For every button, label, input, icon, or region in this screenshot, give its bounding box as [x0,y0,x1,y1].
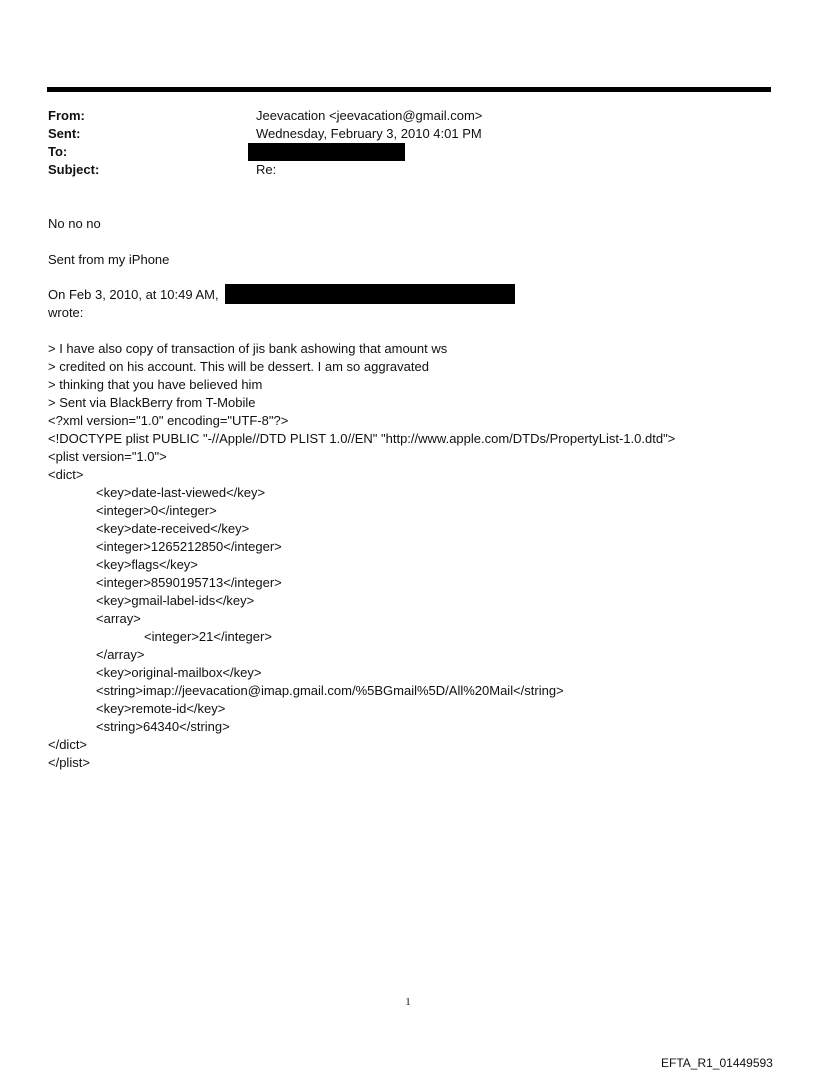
xml-line: <key>date-last-viewed</key> [96,485,266,500]
xml-line: <string>imap://jeevacation@imap.gmail.com/%5BGmail%5D/All%20Mail</string> [96,683,564,698]
quoted-line: > Sent via BlackBerry from T-Mobile [48,395,256,410]
xml-line: <dict> [48,467,84,482]
subject-label: Subject: [48,162,100,177]
sent-label: Sent: [48,126,81,141]
from-value: Jeevacation <jeevacation@gmail.com> [256,108,483,123]
xml-line: <key>gmail-label-ids</key> [96,593,255,608]
xml-line: <array> [96,611,141,626]
xml-line: <key>remote-id</key> [96,701,226,716]
header-rule [47,87,771,92]
xml-line: <integer>21</integer> [144,629,272,644]
body-line: wrote: [48,305,84,320]
xml-line: <integer>1265212850</integer> [96,539,282,554]
bates-number: EFTA_R1_01449593 [661,1056,773,1070]
xml-line: </plist> [48,755,90,770]
xml-line: <key>original-mailbox</key> [96,665,262,680]
subject-value: Re: [256,162,277,177]
quoted-line: > I have also copy of transaction of jis bank ashowing that amount ws [48,341,448,356]
xml-line: <?xml version="1.0" encoding="UTF-8"?> [48,413,289,428]
to-label: To: [48,144,68,159]
body-line: Sent from my iPhone [48,252,170,267]
quoted-line: > credited on his account. This will be dessert. I am so aggravated [48,359,429,374]
xml-line: </array> [96,647,145,662]
sent-value: Wednesday, February 3, 2010 4:01 PM [256,126,482,141]
xml-line: <key>date-received</key> [96,521,250,536]
xml-line: <integer>0</integer> [96,503,217,518]
xml-line: </dict> [48,737,88,752]
to-redaction [248,143,405,161]
quoted-line: > thinking that you have believed him [48,377,263,392]
xml-line: <string>64340</string> [96,719,230,734]
sender-redaction [225,284,515,304]
xml-line: <plist version="1.0"> [48,449,167,464]
xml-line: <integer>8590195713</integer> [96,575,282,590]
body-line: No no no [48,216,101,231]
page-number: 1 [405,996,411,1008]
xml-line: <!DOCTYPE plist PUBLIC "-//Apple//DTD PLIST 1.0//EN" "http://www.apple.com/DTDs/PropertyList-1.0.dtd"> [48,431,676,446]
body-line: On Feb 3, 2010, at 10:49 AM, [48,287,219,302]
xml-line: <key>flags</key> [96,557,198,572]
from-label: From: [48,108,85,123]
